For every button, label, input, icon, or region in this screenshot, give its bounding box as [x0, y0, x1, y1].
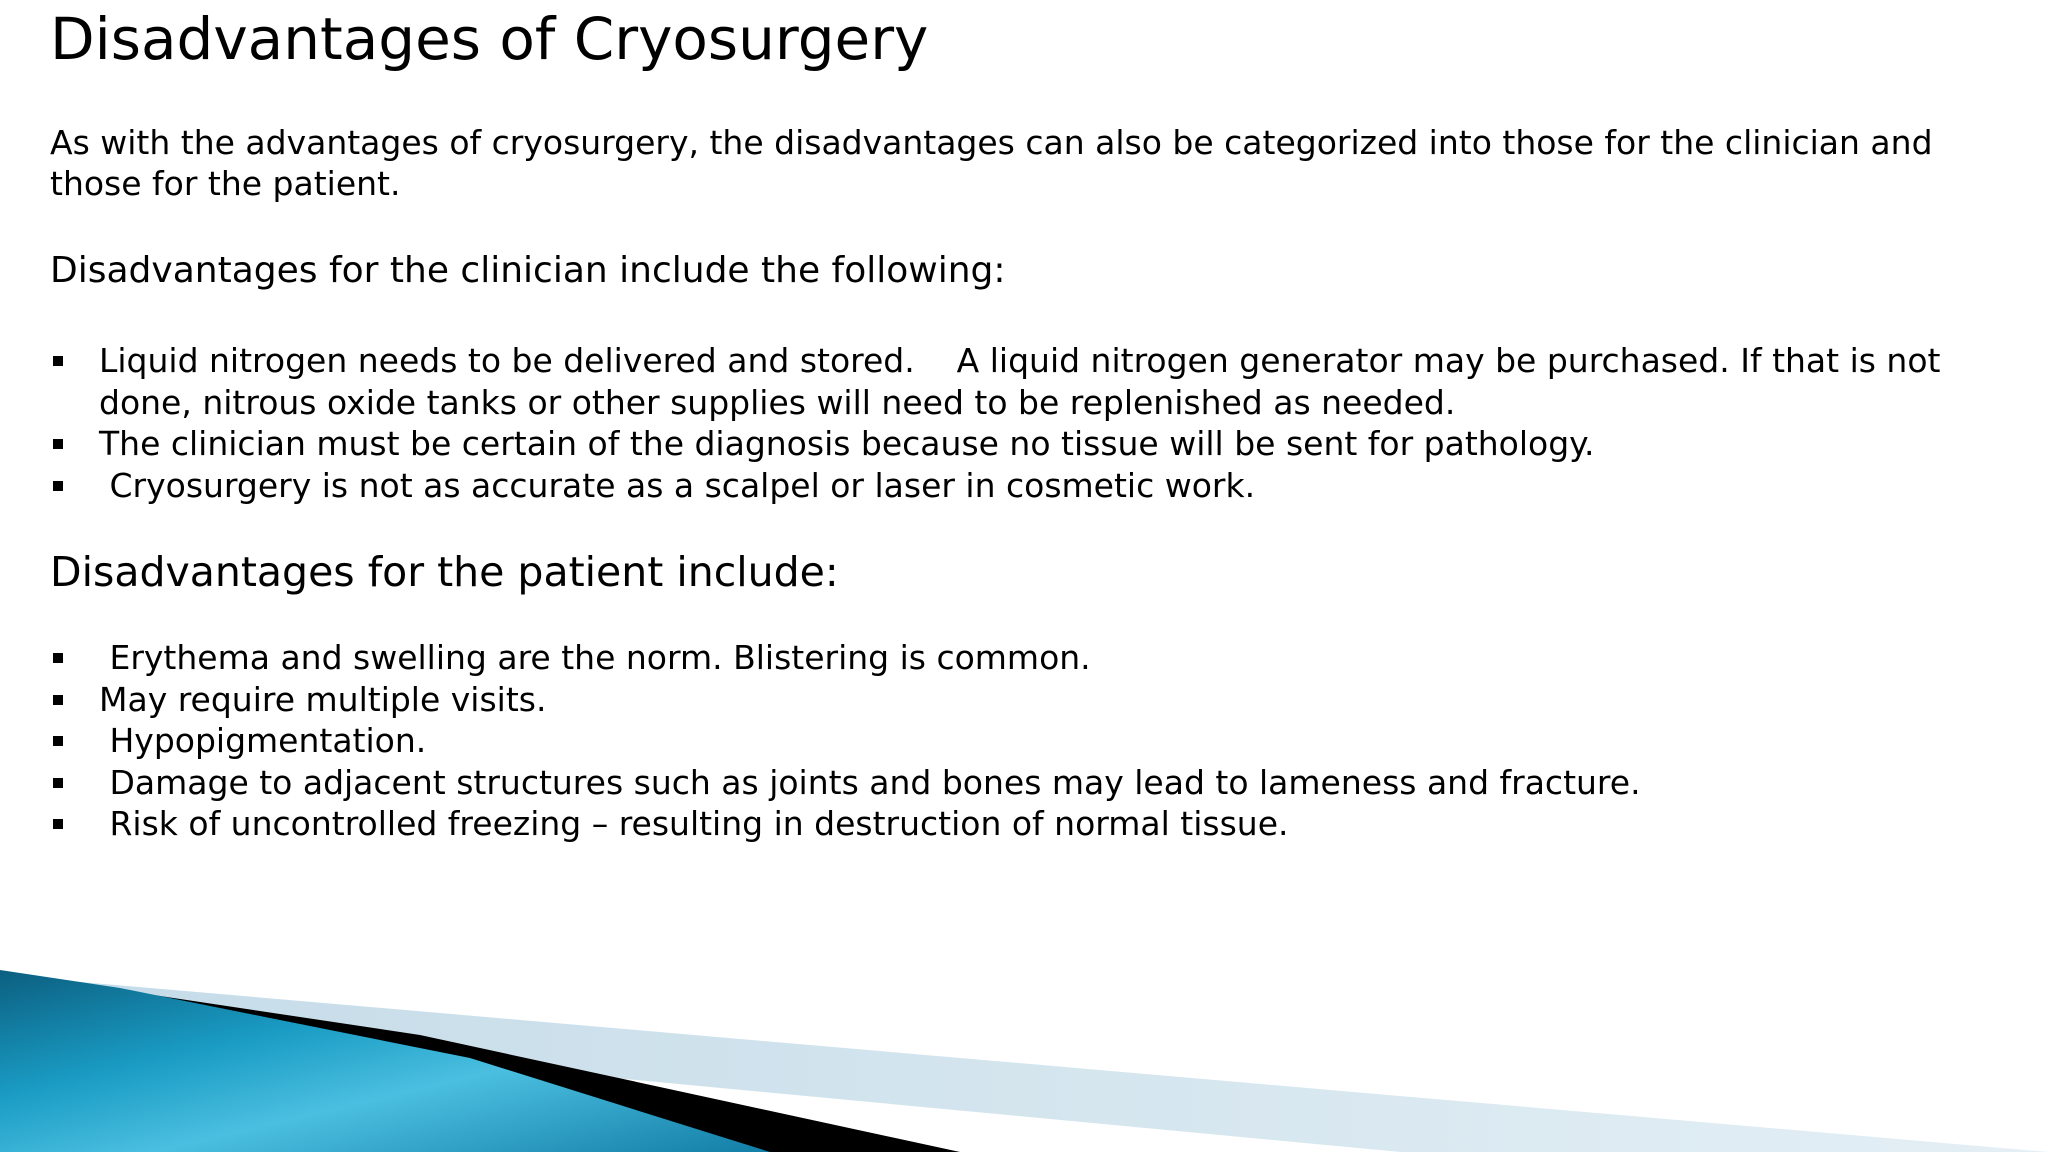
list-item-text: May require multiple visits. — [99, 679, 547, 719]
list-item — [50, 465, 2000, 507]
square-bullet-icon — [53, 356, 63, 366]
decorative-wave-band — [0, 960, 2048, 1152]
list-item — [50, 340, 2000, 423]
list-item — [50, 637, 2000, 679]
square-bullet-icon — [53, 819, 63, 829]
list-item-text: Liquid nitrogen needs to be delivered and stored. A liquid nitrogen generator may be purchased. If that is not done, nitrous oxide tanks or other supplies will need to be replenished as needed. — [99, 341, 1941, 422]
clinician-bullet-list — [50, 340, 2000, 506]
intro-paragraph: As with the advantages of cryosurgery, the disadvantages can also be categorized into those for the clinician and those for the patient. — [50, 123, 1933, 203]
slide-title: Disadvantages of Cryosurgery — [50, 5, 929, 73]
square-bullet-icon — [53, 778, 63, 788]
list-item — [50, 679, 2000, 721]
patient-bullet-list — [50, 637, 2000, 845]
list-item — [50, 762, 2000, 804]
square-bullet-icon — [53, 439, 63, 449]
square-bullet-icon — [53, 653, 63, 663]
patient-heading: Disadvantages for the patient include: — [50, 548, 839, 596]
list-item-text: Damage to adjacent structures such as joints and bones may lead to lameness and fracture. — [99, 762, 1641, 802]
list-item — [50, 803, 2000, 845]
list-item-text: Risk of uncontrolled freezing – resulting in destruction of normal tissue. — [99, 804, 1289, 843]
list-item-text: Hypopigmentation. — [99, 721, 427, 760]
clinician-heading: Disadvantages for the clinician include the following: — [50, 250, 1006, 291]
list-item — [50, 720, 2000, 762]
square-bullet-icon — [53, 695, 63, 705]
list-item-text: The clinician must be certain of the diagnosis because no tissue will be sent for pathology. — [99, 424, 1595, 463]
square-bullet-icon — [53, 481, 63, 491]
square-bullet-icon — [53, 736, 63, 746]
list-item — [50, 423, 2000, 465]
list-item-text: Erythema and swelling are the norm. Blistering is common. — [99, 638, 1091, 677]
list-item-text: Cryosurgery is not as accurate as a scalpel or laser in cosmetic work. — [99, 465, 1256, 505]
